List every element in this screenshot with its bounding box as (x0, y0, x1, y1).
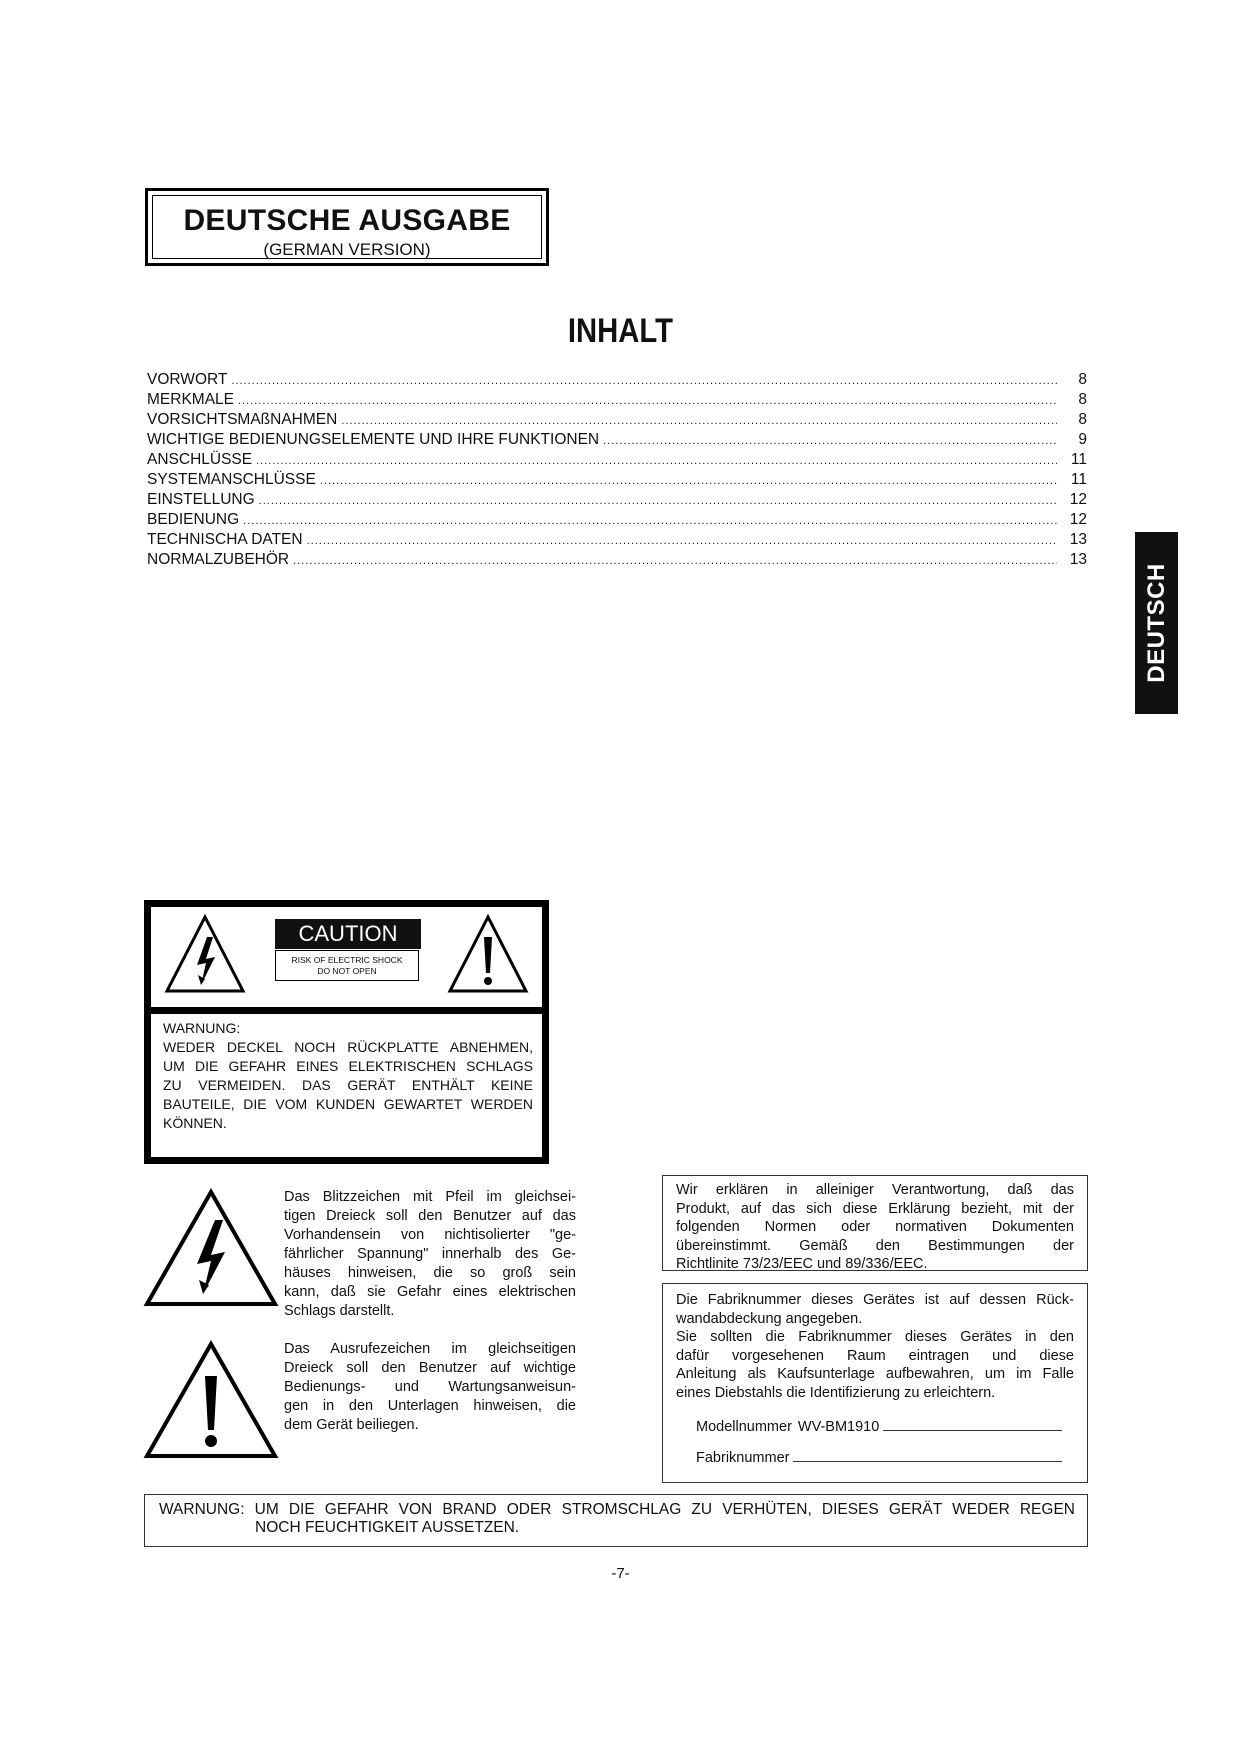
toc-entry-label: EINSTELLUNG (147, 491, 255, 508)
toc-entry-label: TECHNISCHA DATEN (147, 531, 303, 548)
text-line: kann, daß sie Gefahr eines elektrischen (284, 1284, 576, 1300)
text-line: Wir erklären in alleiniger Verantwortung, daß das (676, 1182, 1074, 1198)
toc-entry-page: 8 (1078, 371, 1087, 388)
toc-entry-label: SYSTEMANSCHLÜSSE (147, 471, 316, 488)
table-of-contents (147, 370, 1087, 570)
warning-line-2: NOCH FEUCHTIGKEIT AUSSETZEN. (255, 1519, 520, 1536)
text-line: eines Diebstahls die Identifizierung zu erleichtern. (676, 1384, 996, 1401)
toc-leader-dots (293, 551, 1057, 571)
serial-number-box (662, 1283, 1088, 1483)
model-number-label: Modellnummer (696, 1419, 792, 1435)
toc-row (147, 490, 1087, 510)
serial-number-label: Fabriknummer (696, 1450, 790, 1466)
exclamation-triangle-icon (143, 1338, 279, 1460)
toc-row (147, 450, 1087, 470)
toc-row (147, 430, 1087, 450)
text-line: dafür vorgesehenen Raum eintragen und diese (676, 1347, 1074, 1364)
toc-leader-dots (320, 471, 1057, 491)
toc-row (147, 370, 1087, 390)
document-subtitle: (GERMAN VERSION) (263, 240, 431, 259)
text-line: Das Blitzzeichen mit Pfeil im gleichsei- (284, 1189, 576, 1205)
caution-header (151, 907, 542, 1014)
caution-line: ZU VERMEIDEN. DAS GERÄT ENTHÄLT KEINE (163, 1077, 533, 1093)
caution-box (144, 900, 549, 1164)
risk-notice (275, 950, 419, 981)
toc-row (147, 410, 1087, 430)
page-number: -7- (611, 1565, 630, 1582)
text-line: Anleitung als Kaufsunterlage aufbewahren, um im Falle (676, 1366, 1074, 1382)
declaration-box (662, 1175, 1088, 1271)
text-line: folgenden Normen oder normativen Dokumenten (676, 1219, 1074, 1235)
text-line: fährlicher Spannung" innerhalb des Ge- (284, 1246, 576, 1262)
toc-leader-dots (231, 371, 1057, 391)
toc-entry-label: VORSICHTSMAßNAHMEN (147, 411, 338, 428)
toc-leader-dots (238, 391, 1057, 411)
text-line: Vorhandensein von nichtisolierter "ge- (284, 1227, 576, 1243)
caution-label: CAUTION (275, 919, 421, 949)
toc-entry-page: 13 (1069, 551, 1087, 568)
language-tab-label: DEUTSCH (1142, 563, 1170, 683)
text-line: Die Fabriknummer dieses Gerätes ist auf dessen Rück- (676, 1292, 1074, 1308)
contents-heading: INHALT (567, 312, 673, 350)
text-line: Sie sollten die Fabriknummer dieses Gerätes in den (676, 1329, 1074, 1345)
lightning-symbol-explanation (284, 1188, 576, 1321)
toc-leader-dots (603, 431, 1057, 451)
caution-line: KÖNNEN. (163, 1115, 227, 1131)
toc-entry-page: 9 (1078, 431, 1087, 448)
toc-entry-page: 13 (1069, 531, 1087, 548)
caution-warning-text (163, 1019, 533, 1133)
text-line: dem Gerät beiliegen. (284, 1417, 419, 1433)
caution-line: WARNUNG: (163, 1020, 241, 1036)
toc-leader-dots (243, 511, 1057, 531)
toc-entry-label: MERKMALE (147, 391, 234, 408)
caution-line: UM DIE GEFAHR EINES ELEKTRISCHEN SCHLAGS (163, 1058, 533, 1074)
text-line: wandabdeckung angegeben. (676, 1310, 863, 1327)
model-number-value: WV-BM1910 (797, 1419, 880, 1435)
caution-line: WEDER DECKEL NOCH RÜCKPLATTE ABNEHMEN, (163, 1039, 533, 1055)
text-line: Bedienungs- und Wartungsanweisun- (284, 1379, 576, 1395)
warning-line-1: WARNUNG: UM DIE GEFAHR VON BRAND ODER STROMSCHLAG ZU VERHÜTEN, DIESES GERÄT WEDER REGEN (159, 1501, 1075, 1518)
risk-line-2: DO NOT OPEN (317, 966, 377, 976)
text-line: Schlags darstellt. (284, 1303, 395, 1319)
caution-line: BAUTEILE, DIE VOM KUNDEN GEWARTET WERDEN (163, 1096, 533, 1112)
toc-row (147, 470, 1087, 490)
risk-line-1: RISK OF ELECTRIC SHOCK (291, 955, 403, 965)
text-line: Dreieck soll den Benutzer auf wichtige (284, 1360, 576, 1376)
toc-entry-label: VORWORT (147, 371, 228, 388)
text-line: Richtlinite 73/23/EEC und 89/336/EEC. (676, 1256, 928, 1272)
model-number-line (883, 1414, 1062, 1431)
toc-entry-page: 11 (1070, 471, 1087, 488)
toc-row (147, 530, 1087, 550)
text-line: tigen Dreieck soll den Benutzer auf das (284, 1208, 576, 1224)
toc-entry-label: BEDIENUNG (147, 511, 240, 528)
text-line: Das Ausrufezeichen im gleichseitigen (284, 1341, 576, 1357)
toc-row (147, 390, 1087, 410)
toc-entry-label: WICHTIGE BEDIENUNGSELEMENTE UND IHRE FUNKTIONEN (147, 431, 600, 448)
toc-leader-dots (259, 491, 1057, 511)
document-title: DEUTSCHE AUSGABE (183, 204, 511, 237)
text-line: gen in den Unterlagen hinweisen, die (284, 1398, 576, 1414)
language-tab (1135, 532, 1178, 714)
toc-entry-page: 11 (1070, 451, 1087, 468)
toc-leader-dots (307, 531, 1057, 551)
toc-leader-dots (341, 411, 1057, 431)
toc-entry-page: 8 (1078, 391, 1087, 408)
text-line: Produkt, auf das sich diese Erklärung bezieht, mit der (676, 1200, 1074, 1217)
text-line: häuses hinweisen, die so groß sein (284, 1265, 576, 1281)
serial-number-row (696, 1445, 1062, 1466)
fire-shock-warning (144, 1494, 1088, 1547)
toc-row (147, 550, 1087, 570)
serial-number-field[interactable] (793, 1445, 1062, 1462)
toc-entry-page: 12 (1069, 511, 1087, 528)
text-line: übereinstimmt. Gemäß den Bestimmungen der (676, 1237, 1074, 1254)
toc-entry-page: 12 (1069, 491, 1087, 508)
lightning-warning-icon (163, 913, 247, 995)
lightning-triangle-icon (143, 1186, 279, 1308)
title-box (145, 188, 549, 266)
toc-entry-page: 8 (1078, 411, 1087, 428)
toc-row (147, 510, 1087, 530)
toc-entry-label: NORMALZUBEHÖR (147, 551, 290, 568)
exclamation-warning-icon (446, 913, 530, 995)
toc-entry-label: ANSCHLÜSSE (147, 451, 253, 468)
exclamation-symbol-explanation (284, 1340, 576, 1435)
toc-leader-dots (256, 451, 1057, 471)
model-number-row (696, 1414, 1062, 1435)
